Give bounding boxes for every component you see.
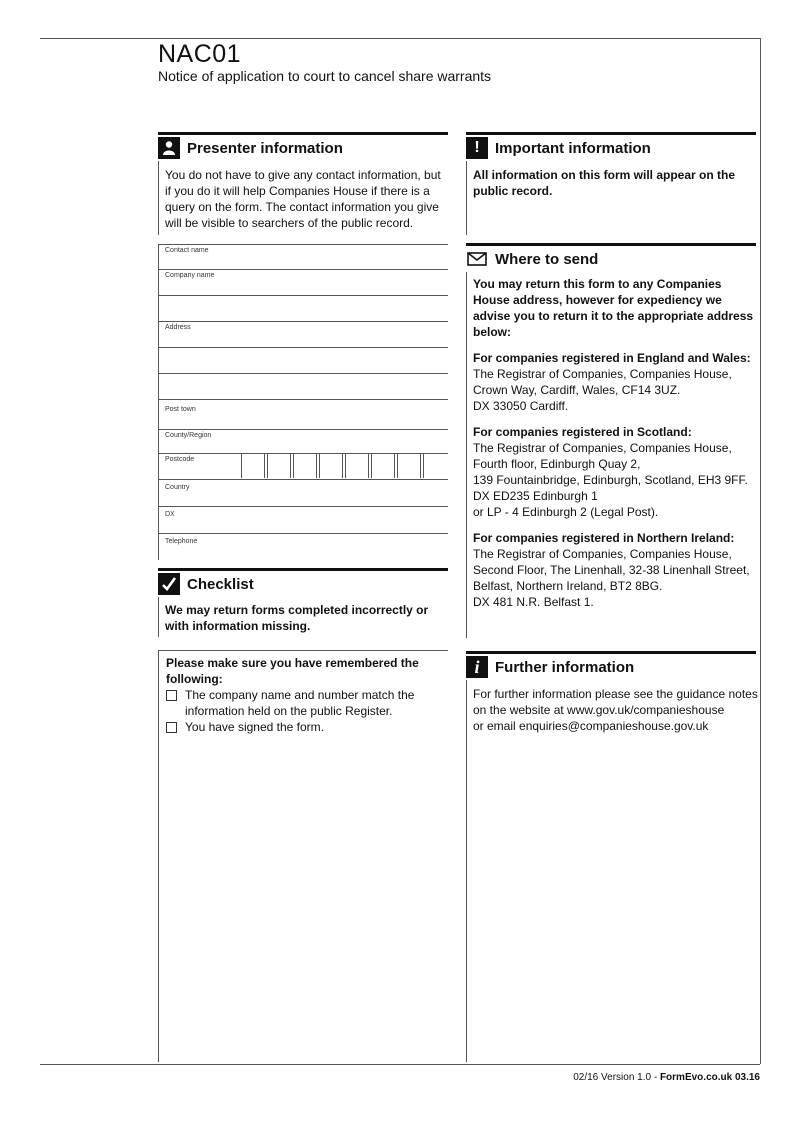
where-to-send-heading-text: Where to send: [495, 250, 599, 268]
footer: [573, 1072, 760, 1083]
checklist-left-rule: [158, 650, 159, 1062]
further-info-heading-text: Further information: [495, 658, 635, 676]
presenter-heading-text: Presenter information: [187, 139, 343, 157]
postcode-box-5[interactable]: [345, 454, 369, 478]
further-info-line: on the website at www.gov.uk/companieshouse: [473, 703, 725, 717]
dx-label: DX: [165, 511, 175, 518]
postcode-box-6[interactable]: [371, 454, 395, 478]
further-info-left-rule: [466, 680, 467, 1062]
where-to-send-left-rule: [466, 272, 467, 638]
scotland-line: The Registrar of Companies, Companies House,: [473, 441, 732, 455]
england-line: The Registrar of Companies, Companies House,: [473, 367, 732, 381]
further-info-body: [473, 686, 759, 734]
county-label: County/Region: [165, 432, 212, 439]
envelope-icon: [466, 248, 488, 270]
company-name-field[interactable]: [158, 270, 448, 296]
scotland-line: Fourth floor, Edinburgh Quay 2,: [473, 457, 641, 471]
ni-line: Belfast, Northern Ireland, BT2 8BG.: [473, 579, 663, 593]
exclamation-icon: !: [466, 137, 488, 159]
footer-version: 02/16 Version 1.0 -: [573, 1072, 660, 1083]
checklist-warning-rule: [158, 597, 159, 637]
checklist-item-text: The company name and number match the information held on the public Register.: [185, 688, 415, 718]
ni-line: Second Floor, The Linenhall, 32-38 Linenhall Street,: [473, 563, 750, 577]
address-label: Address: [165, 324, 191, 331]
right-rule: [760, 38, 761, 1064]
bottom-rule: [40, 1064, 760, 1065]
checklist-item[interactable]: [166, 687, 442, 719]
presenter-left-rule: [158, 161, 159, 235]
where-to-send-body: [473, 276, 759, 610]
company-name-label: Company name: [165, 272, 215, 279]
country-label: Country: [165, 484, 190, 491]
postcode-label: Postcode: [165, 456, 195, 463]
presenter-intro: You do not have to give any contact information, but if you do it will help Companies House if there is a query on the form. The contact information you give will be visible to searchers of the public record.: [165, 168, 441, 230]
postcode-field[interactable]: [158, 454, 448, 480]
where-to-send-heading: [466, 243, 756, 272]
postcode-box-1[interactable]: [241, 454, 265, 478]
postcode-box-2[interactable]: [267, 454, 291, 478]
country-field[interactable]: [158, 480, 448, 507]
checklist-intro: Please make sure you have remembered the following:: [166, 656, 419, 686]
address-field[interactable]: [158, 322, 448, 348]
footer-brand: FormEvo.co.uk 03.16: [659, 1072, 760, 1083]
checklist-body: [166, 655, 442, 735]
further-info-line: or email enquiries@companieshouse.gov.uk: [473, 719, 709, 733]
important-heading-text: Important information: [495, 139, 651, 157]
checkbox-icon[interactable]: [166, 690, 177, 701]
postcode-box-8[interactable]: [423, 454, 447, 478]
person-icon: [158, 137, 180, 159]
company-name-line-2[interactable]: [158, 296, 448, 322]
important-heading: [466, 132, 756, 161]
england-line: Crown Way, Cardiff, Wales, CF14 3UZ.: [473, 383, 681, 397]
scotland-line: or LP - 4 Edinburgh 2 (Legal Post).: [473, 505, 659, 519]
where-to-send-intro: You may return this form to any Companies House address, however for expediency we advise you to return it to the appropriate address below:: [473, 277, 754, 339]
address-line-3[interactable]: [158, 374, 448, 400]
info-icon: i: [466, 656, 488, 678]
scotland-line: DX ED235 Edinburgh 1: [473, 489, 598, 503]
ni-title: For companies registered in Northern Ireland:: [473, 531, 735, 545]
checkbox-icon[interactable]: [166, 722, 177, 733]
county-field[interactable]: [158, 430, 448, 454]
postcode-box-4[interactable]: [319, 454, 343, 478]
checklist-divider: [158, 650, 448, 651]
checklist-heading: [158, 568, 448, 597]
post-town-field[interactable]: [158, 400, 448, 430]
scotland-title: For companies registered in Scotland:: [473, 425, 692, 439]
contact-name-field[interactable]: [158, 245, 448, 270]
important-text: All information on this form will appear on the public record.: [473, 168, 736, 198]
presenter-heading: [158, 132, 448, 161]
england-title: For companies registered in England and Wales:: [473, 351, 751, 365]
further-info-heading: [466, 651, 756, 680]
checklist-heading-text: Checklist: [187, 575, 254, 593]
postcode-box-7[interactable]: [397, 454, 421, 478]
postcode-box-3[interactable]: [293, 454, 317, 478]
important-left-rule: [466, 161, 467, 235]
dx-field[interactable]: [158, 507, 448, 534]
top-rule: [40, 38, 760, 39]
ni-line: DX 481 N.R. Belfast 1.: [473, 595, 594, 609]
contact-name-label: Contact name: [165, 247, 209, 254]
form-title: Notice of application to court to cancel share warrants: [158, 68, 492, 84]
telephone-label: Telephone: [165, 538, 198, 545]
ni-line: The Registrar of Companies, Companies House,: [473, 547, 732, 561]
checklist-item-text: You have signed the form.: [185, 720, 324, 734]
further-info-line: For further information please see the guidance notes: [473, 687, 758, 701]
checkmark-icon: [158, 573, 180, 595]
checklist-item[interactable]: [166, 719, 442, 735]
post-town-label: Post town: [165, 406, 196, 413]
scotland-line: 139 Fountainbridge, Edinburgh, Scotland, EH3 9FF.: [473, 473, 748, 487]
telephone-field[interactable]: [158, 534, 448, 560]
form-code: NAC01: [158, 40, 242, 68]
england-line: DX 33050 Cardiff.: [473, 399, 569, 413]
checklist-warning: We may return forms completed incorrectly or with information missing.: [165, 603, 429, 633]
address-line-2[interactable]: [158, 348, 448, 374]
